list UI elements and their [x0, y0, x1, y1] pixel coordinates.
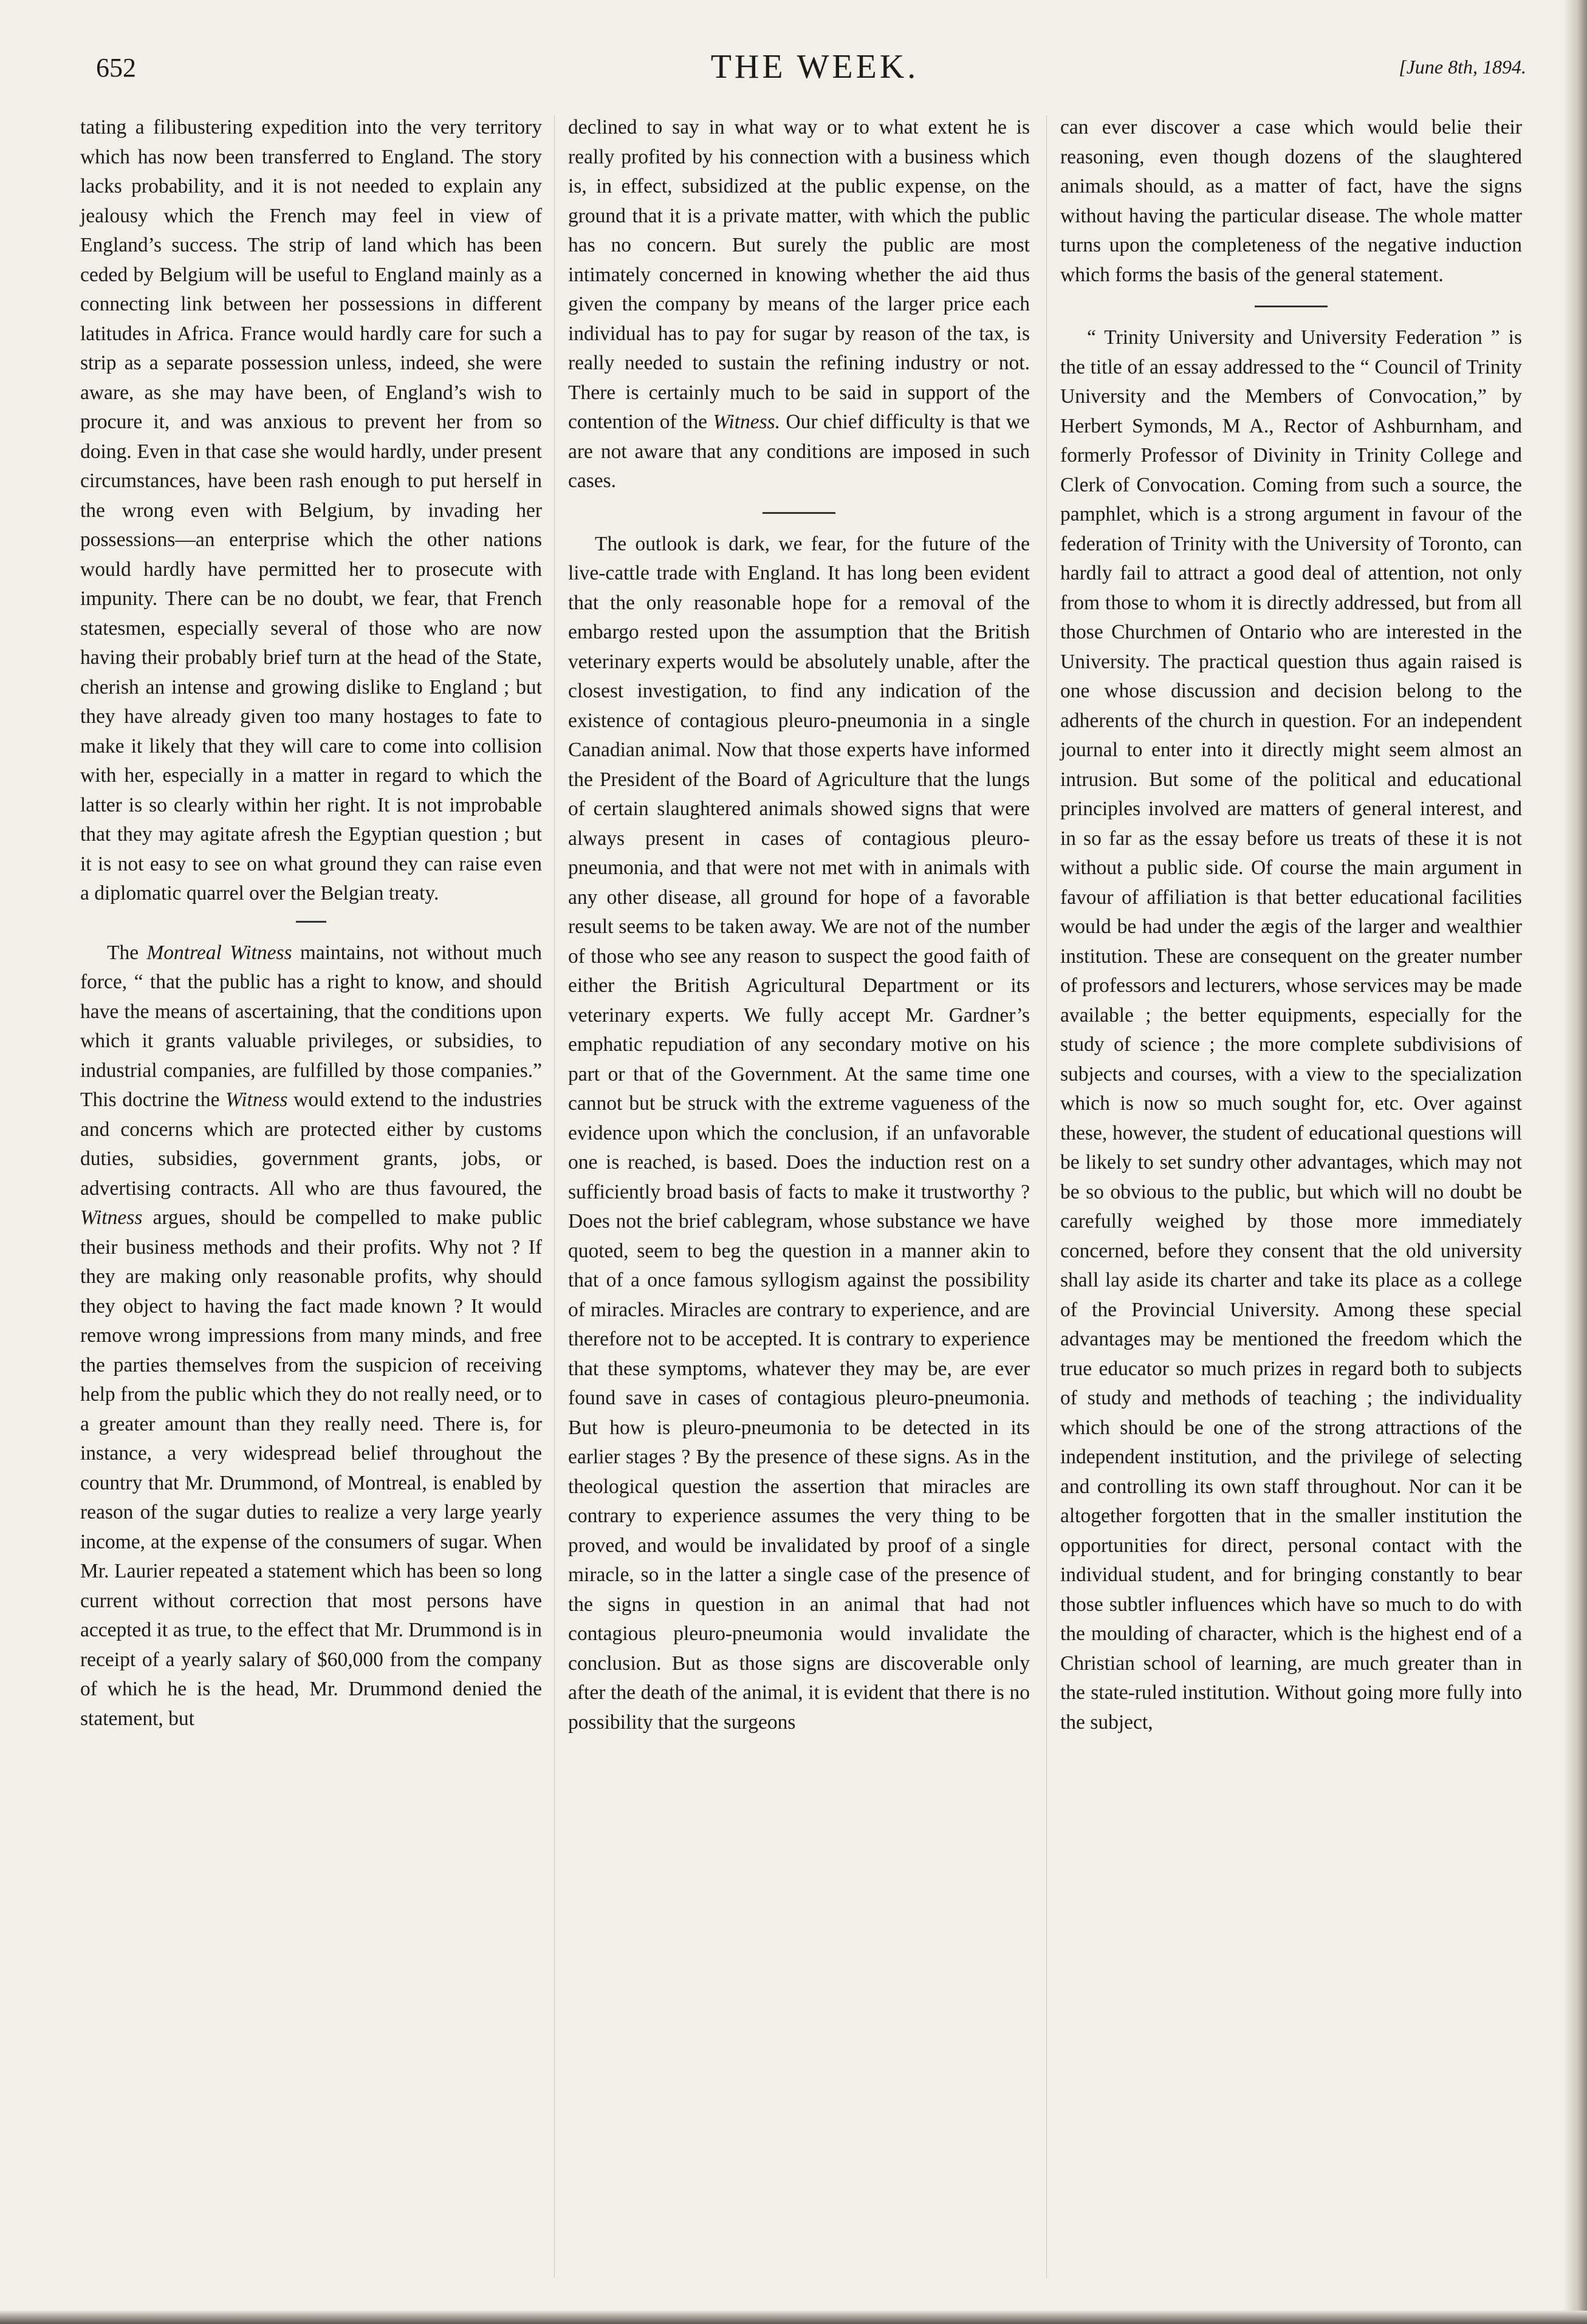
section-divider — [1255, 306, 1328, 307]
section-divider — [763, 512, 835, 514]
article-live-cattle-trade-cont: can ever discover a case which would belie their reasoning, even though dozens of the slaughtered animals should, as a matter of fact, have the signs without having the particular disease. The whole matter turns upon the completeness of the negative induction which forms the basis of the general statement. — [1060, 116, 1522, 286]
section-divider — [296, 921, 326, 923]
column-3 — [1060, 113, 1522, 1737]
article-montreal-witness-cont: declined to say in what way or to what extent he is really profited by his connection with a business which is, in effect, subsidized at the public expense, on the ground that it is a private matter, with which the public has no concern. But surely the public are most intimately concerned in knowing whether the aid thus given the company by means of the larger price each individual has to pay for sugar by reason of the tax, is really needed to sustain the refining industry or not. There is certainly much to be said in support of the contention of the Witness. Our chief difficulty is that we are not aware that any conditions are imposed in such cases. — [568, 116, 1030, 492]
article-montreal-witness: The Montreal Witness maintains, not without much force, “ that the public has a right to know, and should have the means of ascertaining, that the conditions upon which it grants valuable privileges, or subsidies, to industrial companies, are fulfilled by those companies.” This doctrine the Witness would extend to the industries and concerns which are protected either by customs duties, subsidies, government grants, jobs, or advertising contracts. All who are thus favoured, the Witness argues, should be compelled to make public their business methods and their profits. Why not ? If they are making only reasonable profits, why should they object to having the fact made known ? It would remove wrong impressions from many minds, and free the parties themselves from the suspicion of receiving help from the public which they do not really need, or to a greater amount than they really need. There is, for instance, a very widespread belief throughout the country that Mr. Drummond, of Montreal, is enabled by reason of the sugar duties to realize a very large yearly income, at the expense of the consumers of sugar. When Mr. Laurier repeated a statement which has been so long current without correction that most persons have accepted it as true, to the effect that Mr. Drummond is in receipt of a yearly salary of $60,000 from the company of which he is the head, Mr. Drummond denied the statement, but — [80, 941, 542, 1730]
column-2 — [568, 113, 1030, 1737]
column-1 — [80, 113, 542, 1734]
article-belgian-treaty-cont: tating a filibustering expedition into the very territory which has now been transferred to England. The story lacks probability, and it is not needed to explain any jealousy which the French may feel in view of England’s success. The strip of land which has been ceded by Belgium will be useful to England mainly as a connecting link between her possessions in different latitudes in Africa. France would hardly care for such a strip as a separate possession unless, indeed, she were aware, as she may have been, of England’s wish to procure it, and was anxious to prevent her from so doing. Even in that case she would hardly, under present circumstances, have been rash enough to put herself in the wrong even with Belgium, by invading her possessions—an enterprise which the other nations would hardly have permitted her to prosecute with impunity. There can be no doubt, we fear, that French statesmen, especially several of those who are now having their probably brief turn at the head of the State, cherish an intense and growing dislike to England ; but they have already given too many hostages to fate to make it likely that they will care to come into collision with her, especially in a matter in regard to which the latter is so clearly within her right. It is not improbable that they may agitate afresh the Egyptian question ; but it is not easy to see on what ground they can raise even a diplomatic quarrel over the Belgian treaty. — [80, 116, 542, 904]
page-bottom-edge — [0, 2311, 1587, 2324]
page-number: 652 — [96, 53, 136, 83]
issue-date: [June 8th, 1894. — [1399, 56, 1526, 78]
publication-title: THE WEEK. — [710, 48, 919, 86]
page-header — [91, 47, 1538, 90]
page-edge-shadow — [1563, 0, 1587, 2324]
article-live-cattle-trade: The outlook is dark, we fear, for the future of the live-cattle trade with England. It has long been evident that the only reasonable hope for a removal of the embargo rested upon the assumption that the British veterinary experts would be absolutely unable, after the closest investigation, to find any indication of the existence of contagious pleuro-pneumonia in a single Canadian animal. Now that those experts have informed the President of the Board of Agriculture that the lungs of certain slaughtered animals showed signs that were always present in cases of contagious pleuro-pneumonia, and that were not met with in animals with any other disease, all ground for hope of a favorable result seems to be taken away. We are not of the number of those who see any reason to suspect the good faith of either the British Agricultural Department or its veterinary experts. We fully accept Mr. Gardner’s emphatic repudiation of any secondary motive on his part or that of the Government. At the same time one cannot but be struck with the extreme vagueness of the evidence upon which the conclusion, if an unfavorable one is reached, is based. Does the induction rest on a sufficiently broad basis of facts to make it trustworthy ? Does not the brief cablegram, whose substance we have quoted, seem to beg the question in a manner akin to that of a once famous syllogism against the possibility of miracles. Miracles are contrary to experience, and are therefore not to be accepted. It is contrary to experience that these symptoms, whatever they may be, are ever found save in cases of contagious pleuro-pneumonia. But how is pleuro-pneumonia to be detected in its earlier stages ? By the presence of these signs. As in the theological question the assertion that miracles are contrary to experience assumes the very thing to be proved, and would be invalidated by proof of a single miracle, so in the latter a single case of the presence of the signs in question in an animal that had not contagious pleuro-pneumonia would invalidate the conclusion. But as those signs are discoverable only after the death of the animal, it is evident that there is no possibility that the surgeons — [568, 532, 1030, 1734]
article-trinity-university: “ Trinity University and University Federation ” is the title of an essay addressed to the “ Council of Trinity University and the Members of Convocation,” by Herbert Symonds, M A., Rector of Ashburnham, and formerly Professor of Divinity in Trinity College and Clerk of Convocation. Coming from such a source, the pamphlet, which is a strong argument in favour of the federation of Trinity with the University of Toronto, can hardly fail to attract a good deal of attention, not only from those to whom it is directly addressed, but from all those Churchmen of Ontario who are interested in the University. The practical question thus again raised is one whose discussion and decision belong to the adherents of the church in question. For an independent journal to enter into it directly might seem almost an intrusion. But some of the political and educational principles involved are matters of general interest, and in so far as the essay before us treats of these it is not without a public side. Of course the main argument in favour of affiliation is that better educational facilities would be had under the ægis of the larger and wealthier institution. These are consequent on the greater number of professors and lecturers, whose services may be made available ; the better equipments, especially for the study of science ; the more complete subdivisions of subjects and courses, with a view to the specialization which is now so much sought for, etc. Over against these, however, the student of educational questions will be likely to set sundry other advantages, which may not be so obvious to the public, but which will no doubt be carefully weighed by those more immediately concerned, before they consent that the old university shall lay aside its charter and take its place as a college of the Provincial University. Among these special advantages may be mentioned the freedom which the true educator so much prizes in regard both to subjects of study and methods of teaching ; the individuality which should be one of the strong attractions of the independent institution, and the privilege of selecting and controlling its own staff throughout. Nor can it be altogether forgotten that in the smaller institution the opportunities for direct, personal contact with the individual student, and for bringing constantly to bear those subtler influences which have so much to do with the moulding of character, which is the highest end of a Christian school of learning, are much greater than in the state-ruled institution. Without going more fully into the subject, — [1060, 326, 1522, 1734]
column-divider-1 — [554, 115, 555, 2278]
column-divider-2 — [1046, 115, 1047, 2278]
